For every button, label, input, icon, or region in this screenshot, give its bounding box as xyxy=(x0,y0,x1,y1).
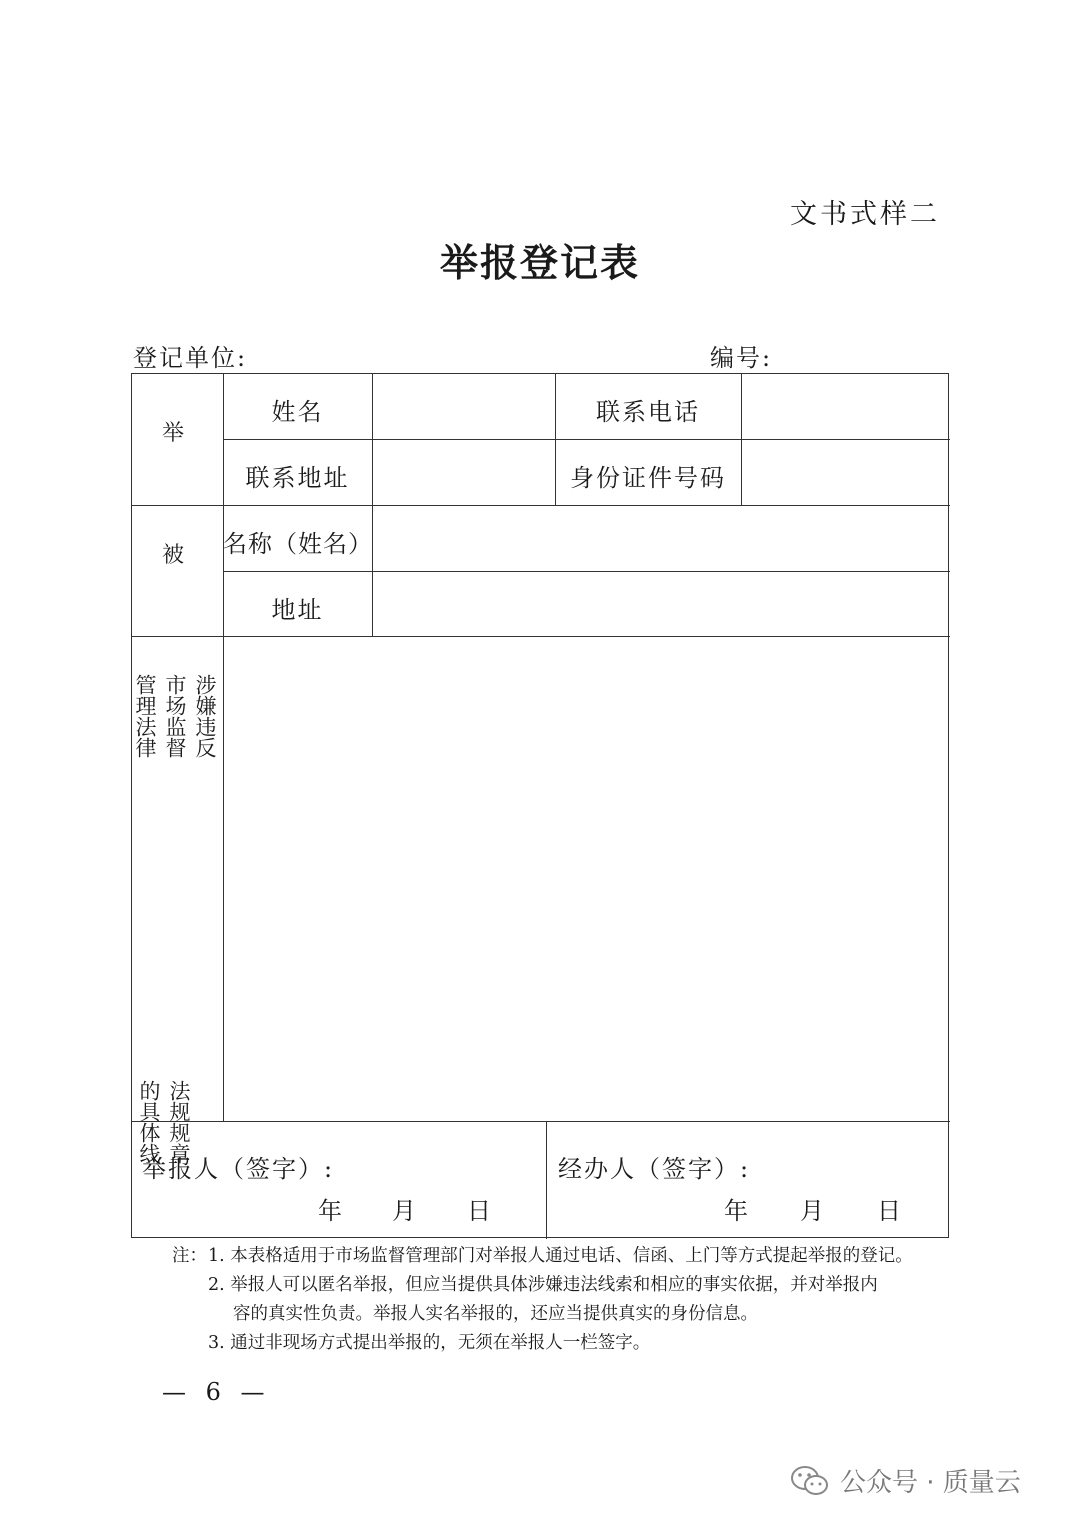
id-number-field[interactable] xyxy=(742,441,948,504)
clues-side-line: 法规规章 xyxy=(167,1080,191,1164)
registration-unit-label: 登记单位: xyxy=(133,344,248,372)
reporter-date-month: 月 xyxy=(392,1197,416,1225)
clues-side-line: 涉嫌违反 xyxy=(193,674,217,758)
reporter-side-label: 举 xyxy=(162,421,185,446)
clues-side-line: 市场监督 xyxy=(163,674,187,758)
page-number: — 6 — xyxy=(162,1378,271,1406)
address-field[interactable] xyxy=(373,441,554,504)
handler-date-day: 日 xyxy=(877,1197,901,1225)
clues-side-overflow xyxy=(136,1080,192,1500)
section-divider xyxy=(132,505,950,506)
report-form-table xyxy=(131,373,949,1238)
document-type-label: 文书式样二 xyxy=(790,199,940,230)
name-field[interactable] xyxy=(373,375,554,438)
reported-side-label: 被 xyxy=(162,543,185,568)
reporter-signature-label: 举报人（签字）: xyxy=(142,1155,335,1183)
note-item-1: 1. 本表格适用于市场监督管理部门对举报人通过电话、信函、上门等方式提起举报的登记。 xyxy=(208,1246,913,1266)
notes-lead: 注： xyxy=(172,1246,207,1266)
section-divider xyxy=(132,1121,950,1122)
reporter-date-year: 年 xyxy=(318,1197,342,1225)
reported-address-label: 地址 xyxy=(271,596,324,624)
note-item-2: 2. 举报人可以匿名举报，但应当提供具体涉嫌违法线索和相应的事实依据，并对举报内 xyxy=(208,1275,878,1295)
reporter-date-day: 日 xyxy=(467,1197,491,1225)
wechat-icon xyxy=(790,1465,830,1497)
reported-name-label: 名称（姓名） xyxy=(223,530,373,558)
form-title: 举报登记表 xyxy=(439,240,640,285)
note-item-3: 3. 通过非现场方式提出举报的，无须在举报人一栏签字。 xyxy=(208,1333,651,1353)
row-divider xyxy=(223,439,950,440)
clues-side-label xyxy=(133,674,218,1144)
clues-content-field[interactable] xyxy=(225,638,948,1119)
watermark-text: 公众号 · 质量云 xyxy=(840,1468,1021,1498)
handler-date-year: 年 xyxy=(724,1197,748,1225)
serial-number-label: 编号: xyxy=(710,344,773,372)
note-item-2-continued: 容的真实性负责。举报人实名举报的，还应当提供真实的身份信息。 xyxy=(233,1304,758,1324)
clues-side-line: 的具体线 xyxy=(137,1080,161,1164)
watermark xyxy=(790,1462,1021,1499)
section-divider xyxy=(132,636,950,637)
clues-side-line: 管理法律 xyxy=(133,674,157,758)
id-number-label: 身份证件号码 xyxy=(570,464,726,492)
handler-date-month: 月 xyxy=(800,1197,824,1225)
reported-address-field[interactable] xyxy=(373,573,948,635)
name-label: 姓名 xyxy=(271,398,324,426)
signature-divider xyxy=(546,1121,547,1239)
address-label: 联系地址 xyxy=(245,464,350,492)
phone-label: 联系电话 xyxy=(596,398,700,426)
phone-field[interactable] xyxy=(742,375,948,438)
handler-signature-label: 经办人（签字）: xyxy=(558,1155,751,1183)
reported-name-field[interactable] xyxy=(373,507,948,570)
row-divider xyxy=(223,571,950,572)
